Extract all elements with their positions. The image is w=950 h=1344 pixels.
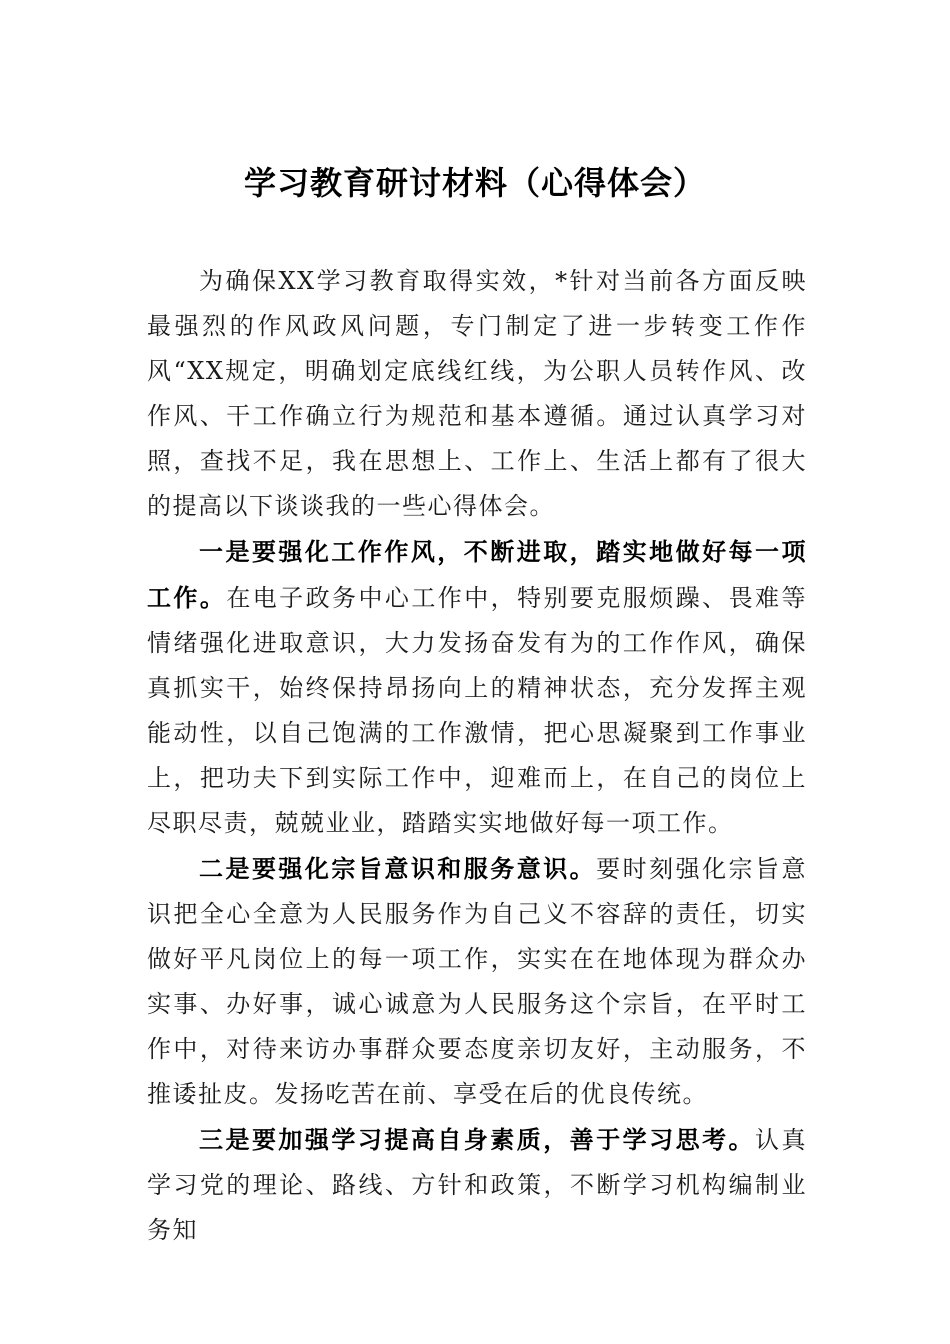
paragraph-intro	[147, 258, 807, 529]
paragraph-point-1	[147, 529, 807, 846]
document-title: 学习教育研讨材料（心得体会）	[243, 164, 706, 202]
paragraph-text: 要时刻强化宗旨意识把全心全意为人民服务作为自己义不容辞的责任，切实做好平凡岗位上的每一项工作，实实在在地体现为群众办实事、办好事，诚心诚意为人民服务这个宗旨，在平时工作中，对待来访办事群众要态度亲切友好，主动服务，不推诿扯皮。发扬吃苦在前、享受在后的优良传统。	[147, 855, 808, 1108]
paragraph-lead: 三是要加强学习提高自身素质，善于学习思考。	[199, 1125, 756, 1154]
paragraph-text: 在电子政务中心工作中，特别要克服烦躁、畏难等情绪强化进取意识，大力发扬奋发有为的工作作风，确保真抓实干，始终保持昂扬向上的精神状态，充分发挥主观能动性，以自己饱满的工作激情，把心思凝聚到工作事业上，把功夫下到实际工作中，迎难而上，在自己的岗位上尽职尽责，兢兢业业，踏踏实实地做好每一项工作。	[147, 584, 807, 837]
document-body	[147, 258, 807, 1253]
paragraph-text: 认真学习党的理论、路线、方针和政策，不断学习机构编制业务知	[147, 1126, 808, 1244]
paragraph-point-3	[147, 1117, 807, 1253]
paragraph-point-2	[147, 846, 807, 1117]
paragraph-lead: 一是要强化工作作风，不断进取，踏实地做好每一项工作。	[147, 537, 807, 612]
paragraph-text: 为确保XX学习教育取得实效，*针对当前各方面反映最强烈的作风政风问题，专门制定了进一步转变工作作风“XX规定，明确划定底线红线，为公职人员转作风、改作风、干工作确立行为规范和基本遵循。通过认真学习对照，查找不足，我在思想上、工作上、生活上都有了很大的提高以下谈谈我的一些心得体会。	[147, 267, 807, 520]
paragraph-lead: 二是要强化宗旨意识和服务意识。	[199, 854, 597, 883]
